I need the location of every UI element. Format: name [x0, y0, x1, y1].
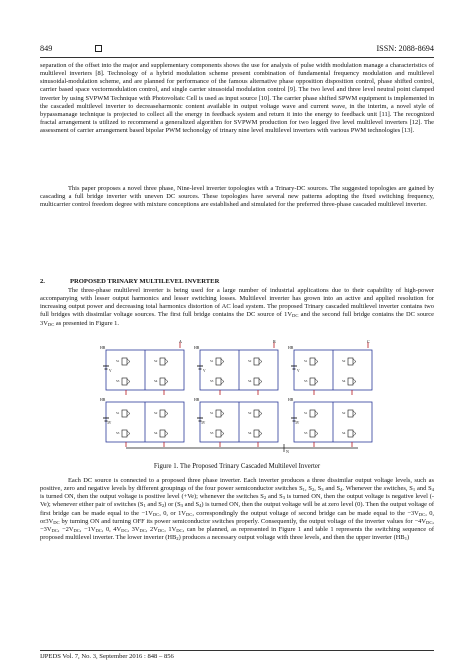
switch-body — [254, 378, 259, 385]
bridge-label: HB — [100, 346, 106, 350]
switch-diode — [127, 359, 130, 362]
full-bridge-upper-1 — [100, 346, 184, 395]
bridge-label: HB — [194, 398, 200, 402]
switch-1 — [210, 410, 224, 417]
switch-label: S2 — [154, 411, 158, 415]
switch-diode — [165, 431, 168, 434]
switch-diode — [165, 411, 168, 414]
switch-diode — [353, 411, 356, 414]
switch-diode — [127, 414, 130, 417]
switch-2 — [342, 358, 356, 365]
switch-diode — [353, 379, 356, 382]
paragraph-1: separation of the offset into the major and supplementary components shows the use for analysis of pulse width modulation manage a characteristics of multilevel inverters [8]. Technology of a hybrid modulation scheme present combination of fundamental frequency modulation and multilevel sinusoidal-modulation scheme, and are planned for performance of the famous alternative phase opposition disposition control, phase shifted control, carrier based space vectormodulation control, and single carrier sinusoidal modulation control [9]. The two level and three level neutral point clamped inverter by using SVPWM Technique with Photovoltaic Cell is used as input source [10]. The carrier phase shifted SPWM equipment is implemented in the cascaded multilevel inverter to decreaseharmonic content available in output voltage wave and current wave, in the interim, a novel style of bypassmanage technique is projected to collect all the energy in feedback system and return it into the energy to feedback unit [11]. The recognized fractal arrangement is utilized to recommend a generalized algorithm for SVPWM production for two legged five level multilevel inverters [12]. The assessment of carrier arrangement based bipolar PWM techonolgy of trinary nine level multilevel inverters with various PWM technologies [13]. — [40, 62, 434, 135]
switch-diode — [259, 382, 262, 385]
switch-diode — [259, 362, 262, 365]
switch-label: S2 — [342, 359, 346, 363]
switch-body — [348, 358, 353, 365]
paragraph-3: The three-phase multilevel inverter is being used for a large number of industrial applications due to their capability of high-power accompanying with lesser output harmonics and lesser switching losses. Multilevel inverter has grown into an active and applied resolution for increasing output power and decreasing total harmonics distortion of AC load system. The proposed Trinary cascaded multilevel inverter contains two full bridges with dissimilar voltage sources. The first full bridge contains the DC source of $1V_{DC}$ and the second full bridge contains the DC source $3V_{DC}$ as presented in Figure 1. — [40, 287, 435, 327]
square-icon — [95, 45, 102, 52]
switch-body — [122, 358, 127, 365]
paragraph-4: Each DC source is connected to a proposed three phase inverter. Each inverter produces a three dissimilar output voltage levels, such as positive, zero and negative levels by different groupings of the four power semiconductor switches $S_1$, $S_2$, $S_3$ and $S_4$. Whenever the switches, $S_1$ and $S_4$ is turned ON, then the output voltage is positive level (+Ve); whenever the switches $S_2$ and $S_3$ is turned ON, then the output voltage is negative level (-Ve); whenever either pair of switches ($S_1$ and $S_2$) or ($S_3$ and $S_4$) is turned ON, then the output voltage will be at zero level (0). Then the output voltage of first bridge can be made equal to the $-1V_{DC}$, 0, or $1V_{DC}$, correspondingly the output voltage of second bridge can be made equal to the $-3V_{DC}$, 0, $or3V_{DC}$ by turning ON and turning OFF its power semiconductor switches properly. Consequently, the output voltage of the inverter values for $-4V_{DC}$, $-3V_{DC}$, $-2V_{DC}$, $-1V_{DC}$, 0, $4V_{DC}$, $3V_{DC}$, $2V_{DC}$, $1V_{DC}$, can be planned, as represented in Figure 1 and table 1 represents the switching sequence of proposed multilevel inverter. The lower inverter $(HB_2)$ produces a necessary output voltage with three levels, and then the upper inverter $(HB_1)$ — [40, 477, 435, 542]
switch-label: S3 — [304, 379, 308, 383]
switch-diode — [221, 414, 224, 417]
switch-diode — [259, 434, 262, 437]
switch-diode — [221, 379, 224, 382]
dc-source-label: V — [109, 369, 112, 373]
switch-1 — [304, 410, 318, 417]
switch-body — [216, 378, 221, 385]
switch-diode — [315, 359, 318, 362]
switch-body — [216, 430, 221, 437]
switch-diode — [165, 414, 168, 417]
switch-4 — [248, 430, 262, 437]
switch-label: S4 — [342, 431, 346, 435]
switch-diode — [165, 362, 168, 365]
switch-diode — [127, 382, 130, 385]
switch-body — [254, 410, 259, 417]
switch-diode — [127, 411, 130, 414]
switch-diode — [221, 434, 224, 437]
switch-diode — [127, 379, 130, 382]
switch-diode — [353, 414, 356, 417]
switch-2 — [248, 410, 262, 417]
full-bridge-lower-1 — [100, 398, 184, 447]
switch-body — [216, 358, 221, 365]
switch-diode — [315, 414, 318, 417]
switch-3 — [210, 378, 224, 385]
switch-diode — [353, 359, 356, 362]
section-heading — [40, 278, 219, 285]
switch-diode — [221, 411, 224, 414]
switch-diode — [315, 362, 318, 365]
full-bridge-upper-2 — [194, 346, 278, 395]
bridge-label: HB — [288, 346, 294, 350]
switch-diode — [315, 431, 318, 434]
bridge-label: HB — [194, 346, 200, 350]
switch-body — [254, 358, 259, 365]
switch-diode — [165, 434, 168, 437]
phase-label-b: B — [273, 340, 276, 344]
switch-diode — [221, 431, 224, 434]
switch-body — [160, 358, 165, 365]
switch-label: S1 — [304, 359, 308, 363]
switch-body — [122, 378, 127, 385]
switch-body — [122, 410, 127, 417]
switch-label: S3 — [116, 379, 120, 383]
switch-label: S4 — [154, 379, 158, 383]
switch-diode — [315, 411, 318, 414]
inverter-circuit-figure — [96, 340, 378, 454]
switch-3 — [116, 378, 130, 385]
switch-diode — [221, 362, 224, 365]
switch-3 — [304, 378, 318, 385]
section-title: PROPOSED TRINARY MULTILEVEL INVERTER — [70, 278, 220, 285]
bridge-label: HB — [100, 398, 106, 402]
switch-label: S4 — [248, 379, 252, 383]
switch-label: S2 — [154, 359, 158, 363]
switch-label: S4 — [248, 431, 252, 435]
neutral-label: N — [286, 449, 289, 454]
switch-label: S1 — [116, 359, 120, 363]
switch-label: S1 — [210, 359, 214, 363]
switch-label: S1 — [304, 411, 308, 415]
full-bridge-lower-3 — [288, 398, 372, 447]
switch-2 — [342, 410, 356, 417]
switch-body — [310, 430, 315, 437]
switch-2 — [154, 410, 168, 417]
switch-body — [310, 378, 315, 385]
switch-diode — [165, 359, 168, 362]
switch-4 — [154, 430, 168, 437]
switch-1 — [304, 358, 318, 365]
phase-label-c: C — [367, 340, 370, 344]
switch-body — [254, 430, 259, 437]
switch-4 — [248, 378, 262, 385]
switch-4 — [154, 378, 168, 385]
switch-label: S2 — [342, 411, 346, 415]
switch-diode — [353, 431, 356, 434]
switch-3 — [116, 430, 130, 437]
switch-2 — [154, 358, 168, 365]
switch-diode — [259, 431, 262, 434]
switch-2 — [248, 358, 262, 365]
switch-diode — [315, 382, 318, 385]
switch-body — [160, 430, 165, 437]
switch-diode — [127, 431, 130, 434]
switch-body — [216, 410, 221, 417]
switch-diode — [127, 362, 130, 365]
switch-1 — [116, 358, 130, 365]
switch-diode — [259, 379, 262, 382]
switch-3 — [304, 430, 318, 437]
switch-body — [160, 410, 165, 417]
switch-label: S2 — [248, 411, 252, 415]
footer-rule — [40, 650, 434, 651]
switch-label: S2 — [248, 359, 252, 363]
switch-diode — [315, 434, 318, 437]
switch-body — [348, 430, 353, 437]
dc-source-label: 3V — [201, 421, 206, 425]
switch-label: S3 — [304, 431, 308, 435]
switch-diode — [315, 379, 318, 382]
switch-diode — [259, 411, 262, 414]
switch-diode — [221, 382, 224, 385]
switch-body — [310, 358, 315, 365]
full-bridge-lower-2 — [194, 398, 278, 447]
issn: ISSN: 2088-8694 — [376, 44, 434, 53]
page-number: 849 — [40, 44, 53, 53]
switch-body — [348, 410, 353, 417]
switch-label: S3 — [210, 431, 214, 435]
switch-diode — [353, 362, 356, 365]
switch-diode — [165, 379, 168, 382]
switch-diode — [353, 434, 356, 437]
switch-diode — [165, 382, 168, 385]
dc-source-label: 3V — [107, 421, 112, 425]
switch-body — [348, 378, 353, 385]
bridge-label: HB — [288, 398, 294, 402]
phase-label-a: A — [179, 340, 182, 344]
switch-body — [310, 410, 315, 417]
footer-journal: IJPEDS Vol. 7, No. 3, September 2016 : 848 – 856 — [40, 653, 174, 660]
switch-body — [122, 430, 127, 437]
switch-diode — [353, 382, 356, 385]
switch-diode — [259, 414, 262, 417]
paragraph-2: This paper proposes a novel three phase, Nine-level inverter topologies with a Trinary-DC sources. The suggested topologies are gained by cascading a full bridge inverter with uneven DC sources. These topologies have several new patterns adopting the fixed switching frequency, multicarrier control freedom degree with mixture conceptions are established and simulated for the preferred three-phase cascaded multilevel inverter. — [40, 185, 434, 209]
switch-label: S4 — [154, 431, 158, 435]
dc-source-label: V — [203, 369, 206, 373]
switch-1 — [116, 410, 130, 417]
switch-body — [160, 378, 165, 385]
section-number: 2. — [40, 278, 45, 285]
switch-4 — [342, 378, 356, 385]
running-header — [40, 44, 434, 56]
switch-label: S1 — [210, 411, 214, 415]
dc-source-label: V — [297, 369, 300, 373]
switch-diode — [127, 434, 130, 437]
switch-4 — [342, 430, 356, 437]
switch-label: S3 — [116, 431, 120, 435]
header-rule — [40, 57, 434, 58]
figure-caption: Figure 1. The Proposed Trinary Cascaded Multilevel Inverter — [153, 463, 321, 470]
switch-1 — [210, 358, 224, 365]
switch-3 — [210, 430, 224, 437]
switch-label: S1 — [116, 411, 120, 415]
switch-diode — [259, 359, 262, 362]
switch-diode — [221, 359, 224, 362]
switch-label: S3 — [210, 379, 214, 383]
dc-source-label: 3V — [295, 421, 300, 425]
full-bridge-upper-3 — [288, 346, 372, 395]
switch-label: S4 — [342, 379, 346, 383]
